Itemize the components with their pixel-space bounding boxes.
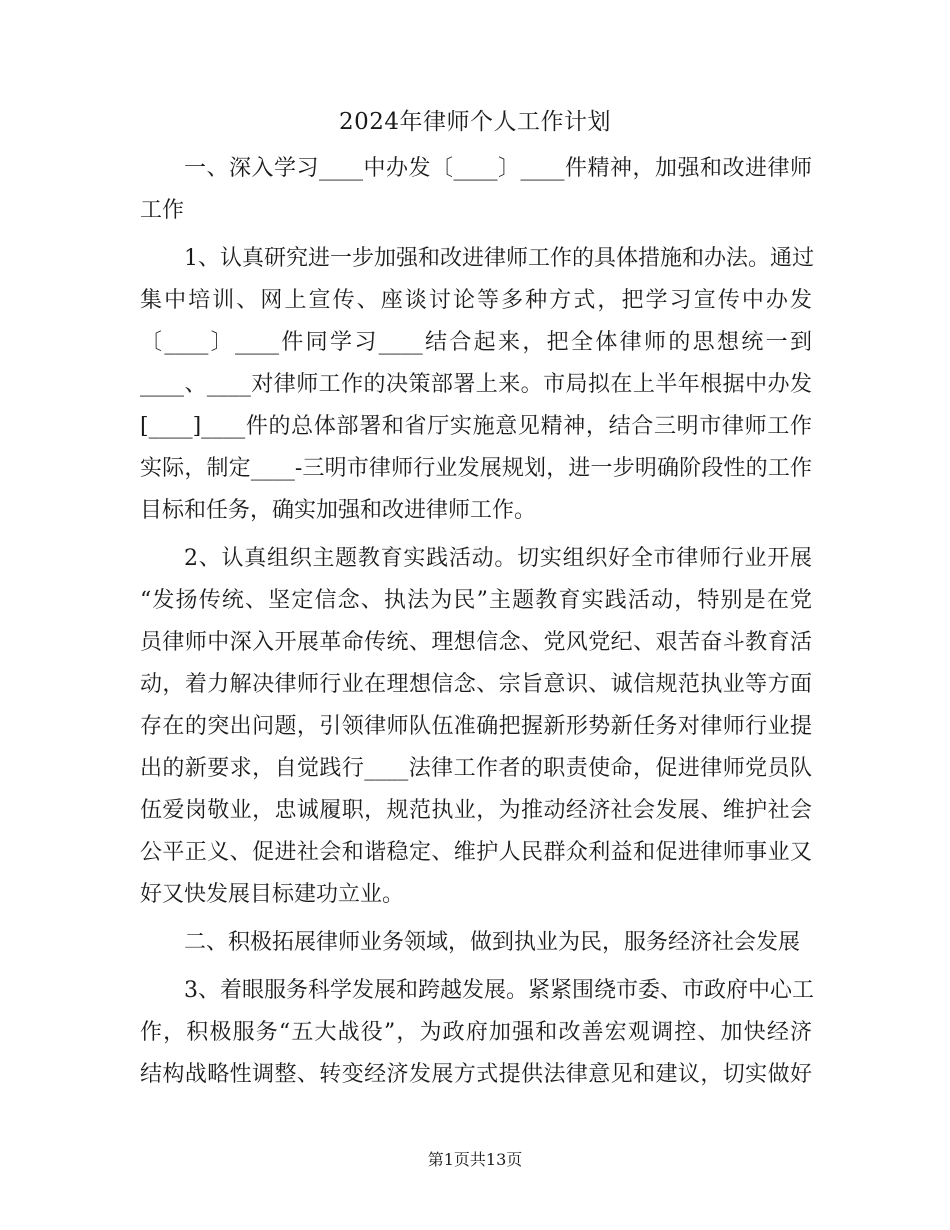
text-line: 〔____〕____件同学习____结合起来，把全体律师的思想统一到: [140, 330, 812, 355]
text-line: 公平正义、促进社会和谐稳定、维护人民群众利益和促进律师事业又: [140, 840, 812, 865]
document-body: [140, 148, 812, 1096]
text-line: 3、着眼服务科学发展和跨越发展。紧紧围绕市委、市政府中心工: [184, 978, 814, 1003]
text-line: 伍爱岗敬业，忠诚履职，规范执业，为推动经济社会发展、维护社会: [140, 798, 812, 823]
page-number: 第1页共13页: [427, 1150, 523, 1169]
section-heading: [140, 922, 812, 964]
text-line: 工作: [140, 198, 185, 223]
text-line: 2、认真组织主题教育实践活动。切实组织好全市律师行业开展: [184, 546, 812, 571]
text-line: 动，着力解决律师行业在理想信念、宗旨意识、诚信规范执业等方面: [140, 672, 812, 697]
text-line: 目标和任务，确实加强和改进律师工作。: [140, 498, 537, 523]
text-line: 好又快发展目标建功立业。: [140, 882, 405, 907]
text-line: 一、深入学习____中办发〔____〕____件精神，加强和改进律师: [184, 156, 812, 181]
text-line: [____]____件的总体部署和省厅实施意见精神，结合三明市律师工作: [140, 414, 812, 439]
text-line: 二、积极拓展律师业务领域，做到执业为民，服务经济社会发展: [184, 930, 801, 955]
paragraph: [140, 238, 812, 532]
text-line: 结构战略性调整、转变经济发展方式提供法律意见和建议，切实做好: [140, 1062, 812, 1087]
text-line: 作，积极服务“五大战役”，为政府加强和改善宏观调控、加快经济: [140, 1020, 812, 1045]
text-line: 实际，制定____-三明市律师行业发展规划，进一步明确阶段性的工作: [140, 456, 812, 481]
text-line: 集中培训、网上宣传、座谈讨论等多种方式，把学习宣传中办发: [140, 288, 812, 313]
paragraph: [140, 538, 812, 916]
paragraph: [140, 148, 812, 232]
text-line: 存在的突出问题，引领律师队伍准确把握新形势新任务对律师行业提: [140, 714, 812, 739]
text-line: “发扬传统、坚定信念、执法为民”主题教育实践活动，特别是在党: [140, 588, 812, 613]
text-line: ____、____对律师工作的决策部署上来。市局拟在上半年根据中办发: [140, 372, 812, 397]
text-line: 出的新要求，自觉践行____法律工作者的职责使命，促进律师党员队: [140, 756, 812, 781]
text-line: 员律师中深入开展革命传统、理想信念、党风党纪、艰苦奋斗教育活: [140, 630, 812, 655]
text-line: 1、认真研究进一步加强和改进律师工作的具体措施和办法。通过: [184, 246, 814, 271]
document-title: 2024年律师个人工作计划: [338, 109, 612, 135]
paragraph: [140, 970, 812, 1096]
